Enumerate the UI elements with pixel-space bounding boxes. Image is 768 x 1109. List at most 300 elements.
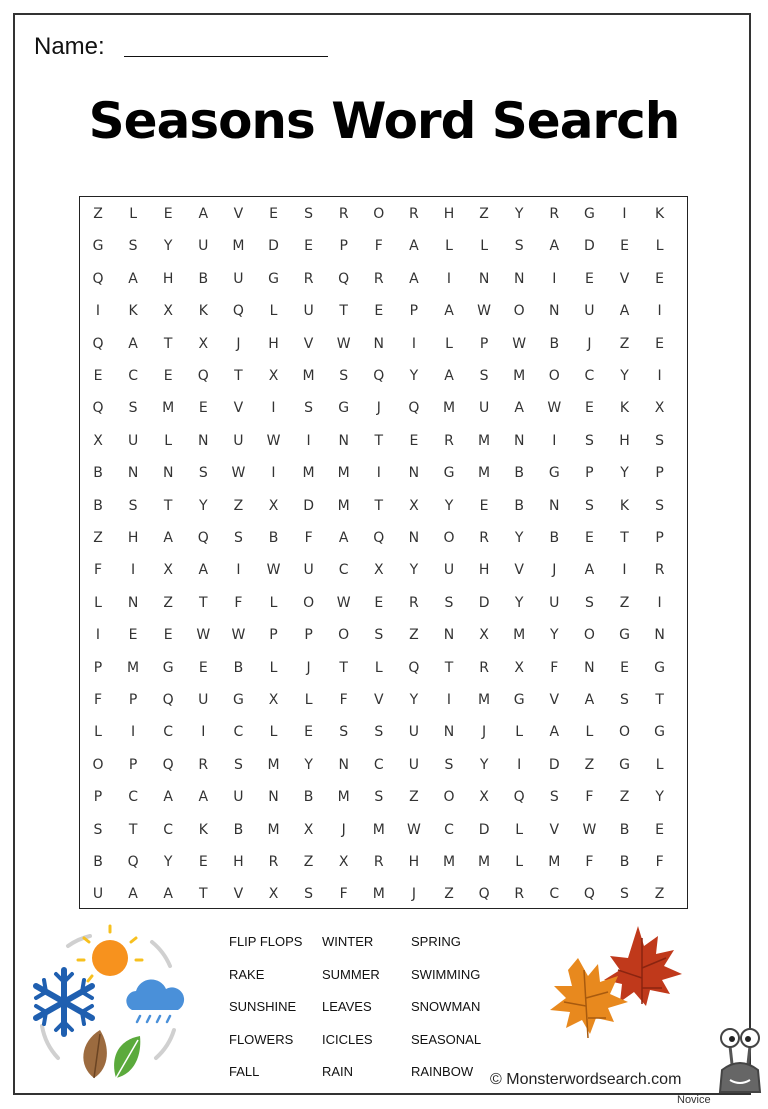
grid-letter[interactable]: X [654, 400, 665, 417]
grid-letter[interactable]: M [337, 497, 350, 514]
grid-letter[interactable]: Y [479, 756, 489, 773]
grid-letter[interactable]: Z [619, 789, 630, 806]
grid-letter[interactable]: Z [584, 756, 595, 773]
grid-letter[interactable]: P [585, 465, 594, 482]
grid-letter[interactable]: F [93, 692, 103, 708]
grid-letter[interactable]: E [655, 270, 665, 287]
grid-letter[interactable]: M [478, 692, 491, 708]
grid-letter[interactable]: Z [409, 627, 419, 644]
grid-letter[interactable]: O [92, 756, 104, 773]
grid-letter[interactable]: S [233, 530, 243, 546]
grid-letter[interactable]: J [552, 562, 557, 579]
grid-letter[interactable]: X [93, 432, 103, 449]
grid-letter[interactable]: S [374, 627, 384, 644]
grid-letter[interactable]: N [198, 432, 209, 449]
grid-letter[interactable]: E [374, 303, 384, 320]
grid-letter[interactable]: N [127, 465, 139, 482]
grid-letter[interactable]: V [549, 821, 560, 838]
grid-letter[interactable]: W [231, 465, 246, 482]
grid-letter[interactable]: W [582, 821, 597, 838]
grid-letter[interactable]: E [128, 627, 138, 644]
grid-letter[interactable]: Q [373, 368, 385, 384]
grid-letter[interactable]: H [408, 854, 420, 870]
grid-letter[interactable]: Y [163, 238, 173, 255]
grid-letter[interactable]: U [303, 303, 314, 320]
grid-letter[interactable]: P [269, 627, 278, 644]
grid-letter[interactable]: V [303, 335, 314, 352]
grid-letter[interactable]: E [163, 368, 173, 384]
grid-letter[interactable]: B [514, 497, 524, 514]
grid-letter[interactable]: I [271, 400, 276, 417]
grid-letter[interactable]: T [199, 886, 208, 903]
grid-letter[interactable]: G [268, 270, 279, 287]
grid-letter[interactable]: M [478, 465, 491, 482]
grid-letter[interactable]: V [233, 400, 244, 417]
grid-letter[interactable]: M [162, 400, 175, 417]
grid-letter[interactable]: S [374, 789, 384, 806]
grid-letter[interactable]: U [549, 594, 560, 611]
grid-letter[interactable]: A [198, 206, 209, 222]
grid-letter[interactable]: T [620, 530, 629, 546]
grid-letter[interactable]: N [513, 432, 525, 449]
grid-letter[interactable]: D [303, 497, 314, 514]
grid-letter[interactable]: M [302, 368, 315, 384]
grid-letter[interactable]: A [549, 238, 560, 255]
grid-letter[interactable]: B [198, 270, 209, 287]
grid-letter[interactable]: L [445, 335, 453, 352]
grid-letter[interactable]: I [411, 335, 416, 352]
grid-letter[interactable]: P [655, 465, 664, 482]
grid-letter[interactable]: Q [162, 756, 174, 773]
grid-letter[interactable]: R [514, 886, 525, 903]
grid-letter[interactable]: C [128, 789, 138, 806]
grid-letter[interactable]: M [372, 886, 385, 903]
grid-letter[interactable]: I [657, 303, 662, 320]
grid-letter[interactable]: N [549, 303, 560, 320]
grid-letter[interactable]: X [163, 303, 173, 320]
grid-letter[interactable]: H [233, 854, 244, 870]
grid-letter[interactable]: E [269, 206, 278, 222]
grid-letter[interactable]: P [479, 335, 489, 352]
grid-letter[interactable]: U [303, 562, 314, 579]
grid-letter[interactable]: G [654, 659, 666, 676]
grid-letter[interactable]: Y [409, 562, 419, 579]
grid-letter[interactable]: A [338, 530, 349, 546]
grid-letter[interactable]: Q [478, 886, 490, 903]
grid-letter[interactable]: I [446, 692, 452, 708]
grid-letter[interactable]: Q [92, 335, 104, 352]
grid-letter[interactable]: S [339, 368, 349, 384]
grid-letter[interactable]: M [372, 821, 385, 838]
grid-letter[interactable]: M [442, 400, 456, 417]
grid-letter[interactable]: J [587, 335, 592, 352]
grid-letter[interactable]: R [303, 270, 314, 287]
grid-letter[interactable]: H [268, 335, 279, 352]
grid-letter[interactable]: K [619, 400, 630, 417]
grid-letter[interactable]: A [584, 562, 595, 579]
grid-letter[interactable]: Z [444, 886, 454, 903]
grid-letter[interactable]: X [479, 627, 489, 644]
grid-letter[interactable]: W [406, 821, 421, 838]
grid-letter[interactable]: S [128, 238, 138, 255]
grid-letter[interactable]: M [302, 465, 315, 482]
grid-letter[interactable]: V [514, 562, 524, 579]
grid-letter[interactable]: U [443, 562, 455, 579]
grid-letter[interactable]: I [95, 627, 101, 644]
grid-letter[interactable]: F [304, 530, 313, 546]
grid-letter[interactable]: Y [514, 530, 524, 546]
grid-letter[interactable]: S [479, 368, 489, 384]
grid-letter[interactable]: X [268, 497, 279, 514]
grid-letter[interactable]: B [619, 821, 630, 838]
grid-letter[interactable]: R [409, 594, 419, 611]
grid-letter[interactable]: D [478, 821, 490, 838]
grid-letter[interactable]: N [408, 465, 420, 482]
grid-letter[interactable]: Y [655, 789, 664, 806]
grid-letter[interactable]: A [163, 530, 173, 546]
grid-letter[interactable]: S [128, 400, 138, 417]
grid-letter[interactable]: J [341, 821, 346, 838]
grid-letter[interactable]: E [304, 238, 314, 255]
grid-letter[interactable]: M [337, 789, 350, 806]
grid-letter[interactable]: S [128, 497, 138, 514]
grid-letter[interactable]: L [304, 692, 313, 708]
grid-letter[interactable]: I [517, 756, 522, 773]
grid-letter[interactable]: L [269, 659, 278, 676]
grid-letter[interactable]: A [514, 400, 524, 417]
grid-letter[interactable]: Y [199, 497, 208, 514]
grid-letter[interactable]: E [479, 497, 489, 514]
grid-letter[interactable]: J [376, 400, 381, 417]
grid-letter[interactable]: Z [409, 789, 419, 806]
grid-letter[interactable]: T [128, 821, 138, 838]
grid-letter[interactable]: J [236, 335, 241, 352]
grid-letter[interactable]: V [374, 692, 384, 708]
grid-letter[interactable]: I [95, 303, 101, 320]
grid-letter[interactable]: L [515, 821, 524, 838]
grid-letter[interactable]: R [268, 854, 279, 870]
grid-letter[interactable]: O [338, 627, 350, 644]
grid-letter[interactable]: X [268, 886, 279, 903]
grid-letter[interactable]: J [306, 659, 311, 676]
grid-letter[interactable]: A [128, 335, 138, 352]
grid-letter[interactable]: U [198, 692, 209, 708]
grid-letter[interactable]: I [657, 368, 662, 384]
grid-letter[interactable]: W [266, 562, 281, 579]
grid-letter[interactable]: N [654, 627, 665, 644]
grid-letter[interactable]: V [549, 692, 560, 708]
grid-letter[interactable]: K [128, 303, 138, 320]
grid-letter[interactable]: S [198, 465, 208, 482]
grid-letter[interactable]: T [234, 368, 243, 384]
grid-letter[interactable]: B [93, 465, 103, 482]
grid-letter[interactable]: E [584, 400, 594, 417]
grid-letter[interactable]: B [233, 821, 244, 838]
grid-letter[interactable]: F [374, 238, 383, 255]
grid-letter[interactable]: L [129, 206, 137, 222]
grid-letter[interactable]: X [479, 789, 489, 806]
grid-letter[interactable]: S [339, 724, 349, 741]
grid-letter[interactable]: P [128, 692, 138, 708]
grid-letter[interactable]: U [408, 756, 420, 773]
grid-letter[interactable]: T [163, 497, 173, 514]
grid-letter[interactable]: O [443, 789, 455, 806]
grid-letter[interactable]: M [267, 821, 280, 838]
grid-letter[interactable]: U [233, 789, 244, 806]
grid-letter[interactable]: E [93, 368, 103, 384]
grid-letter[interactable]: L [480, 238, 488, 255]
grid-letter[interactable]: Q [197, 368, 209, 384]
grid-letter[interactable]: X [163, 562, 173, 579]
grid-letter[interactable]: L [94, 724, 102, 741]
grid-letter[interactable]: S [514, 238, 524, 255]
grid-letter[interactable]: L [269, 594, 278, 611]
grid-letter[interactable]: U [584, 303, 595, 320]
grid-letter[interactable]: Y [409, 692, 419, 708]
grid-letter[interactable]: S [620, 692, 629, 708]
grid-letter[interactable]: O [513, 303, 525, 320]
grid-letter[interactable]: E [163, 206, 173, 222]
grid-letter[interactable]: C [584, 368, 595, 384]
grid-letter[interactable]: G [338, 400, 350, 417]
grid-letter[interactable]: X [409, 497, 419, 514]
grid-letter[interactable]: P [93, 789, 103, 806]
grid-letter[interactable]: F [585, 789, 594, 806]
grid-letter[interactable]: M [442, 854, 456, 870]
grid-letter[interactable]: D [268, 238, 279, 255]
grid-letter[interactable]: E [198, 400, 208, 417]
grid-letter[interactable]: Z [93, 530, 103, 546]
grid-letter[interactable]: Z [93, 206, 103, 222]
grid-letter[interactable]: C [338, 562, 349, 579]
grid-letter[interactable]: D [584, 238, 595, 255]
grid-letter[interactable]: L [374, 659, 383, 676]
grid-letter[interactable]: V [233, 886, 244, 903]
grid-letter[interactable]: L [269, 303, 278, 320]
grid-letter[interactable]: S [620, 886, 629, 903]
grid-letter[interactable]: Z [163, 594, 173, 611]
grid-letter[interactable]: E [409, 432, 419, 449]
grid-letter[interactable]: N [127, 594, 139, 611]
grid-letter[interactable]: Y [514, 206, 524, 222]
grid-letter[interactable]: N [443, 724, 455, 741]
grid-letter[interactable]: E [620, 238, 629, 255]
grid-letter[interactable]: U [127, 432, 139, 449]
grid-letter[interactable]: E [198, 854, 208, 870]
grid-letter[interactable]: E [655, 821, 665, 838]
grid-letter[interactable]: Z [654, 886, 665, 903]
grid-letter[interactable]: Y [620, 368, 629, 384]
grid-letter[interactable]: C [233, 724, 244, 741]
grid-letter[interactable]: G [619, 627, 630, 644]
grid-letter[interactable]: C [128, 368, 138, 384]
grid-letter[interactable]: W [512, 335, 527, 352]
grid-letter[interactable]: C [373, 756, 384, 773]
grid-letter[interactable]: G [232, 692, 244, 708]
grid-letter[interactable]: Z [303, 854, 314, 870]
grid-letter[interactable]: K [619, 497, 630, 514]
grid-letter[interactable]: N [513, 270, 525, 287]
grid-letter[interactable]: R [338, 206, 349, 222]
grid-letter[interactable]: M [513, 627, 526, 644]
grid-letter[interactable]: I [552, 270, 557, 287]
grid-letter[interactable]: A [128, 886, 138, 903]
grid-letter[interactable]: H [127, 530, 139, 546]
grid-letter[interactable]: W [477, 303, 492, 320]
grid-letter[interactable]: R [654, 562, 665, 579]
grid-letter[interactable]: G [548, 465, 560, 482]
grid-letter[interactable]: F [339, 692, 348, 708]
grid-letter[interactable]: T [339, 659, 348, 676]
grid-letter[interactable]: B [93, 854, 103, 870]
grid-letter[interactable]: E [620, 659, 629, 676]
grid-letter[interactable]: R [409, 206, 419, 222]
grid-letter[interactable]: A [163, 789, 173, 806]
grid-letter[interactable]: A [198, 789, 209, 806]
grid-letter[interactable]: T [655, 692, 664, 708]
grid-letter[interactable]: S [304, 400, 314, 417]
grid-letter[interactable]: Z [619, 594, 630, 611]
grid-letter[interactable]: N [268, 789, 279, 806]
grid-letter[interactable]: I [622, 206, 627, 222]
grid-letter[interactable]: U [198, 238, 209, 255]
grid-letter[interactable]: R [198, 756, 209, 773]
grid-letter[interactable]: V [233, 206, 244, 222]
grid-letter[interactable]: F [550, 659, 559, 676]
grid-letter[interactable]: A [549, 724, 560, 741]
grid-letter[interactable]: M [548, 854, 561, 870]
grid-letter[interactable]: L [94, 594, 102, 611]
grid-letter[interactable]: N [478, 270, 490, 287]
grid-letter[interactable]: R [479, 530, 489, 546]
grid-letter[interactable]: U [233, 432, 244, 449]
grid-letter[interactable]: Q [583, 886, 595, 903]
grid-letter[interactable]: E [374, 594, 384, 611]
grid-letter[interactable]: G [443, 465, 455, 482]
grid-letter[interactable]: Y [444, 497, 454, 514]
grid-letter[interactable]: R [373, 854, 384, 870]
grid-letter[interactable]: B [549, 530, 560, 546]
grid-letter[interactable]: L [445, 238, 453, 255]
grid-letter[interactable]: P [93, 659, 103, 676]
grid-letter[interactable]: V [619, 270, 630, 287]
grid-letter[interactable]: Q [162, 692, 174, 708]
grid-letter[interactable]: L [269, 724, 278, 741]
grid-letter[interactable]: B [549, 335, 560, 352]
grid-letter[interactable]: E [304, 724, 314, 741]
grid-letter[interactable]: G [619, 756, 630, 773]
grid-letter[interactable]: E [584, 270, 594, 287]
grid-letter[interactable]: S [549, 789, 559, 806]
grid-letter[interactable]: N [338, 432, 349, 449]
grid-letter[interactable]: U [478, 400, 490, 417]
grid-letter[interactable]: A [619, 303, 630, 320]
grid-letter[interactable]: L [164, 432, 173, 449]
grid-letter[interactable]: S [304, 206, 314, 222]
grid-letter[interactable]: Y [550, 627, 559, 644]
grid-letter[interactable]: J [482, 724, 487, 741]
grid-letter[interactable]: Y [409, 368, 419, 384]
grid-letter[interactable]: O [303, 594, 315, 611]
grid-letter[interactable]: Q [408, 400, 420, 417]
grid-letter[interactable]: T [444, 659, 454, 676]
grid-letter[interactable]: X [303, 821, 314, 838]
grid-letter[interactable]: I [271, 465, 276, 482]
grid-letter[interactable]: X [198, 335, 209, 352]
grid-letter[interactable]: Y [514, 594, 524, 611]
grid-letter[interactable]: X [268, 692, 279, 708]
grid-letter[interactable]: S [655, 432, 665, 449]
grid-letter[interactable]: R [373, 270, 384, 287]
grid-letter[interactable]: A [444, 303, 454, 320]
grid-letter[interactable]: R [444, 432, 454, 449]
grid-letter[interactable]: W [266, 432, 281, 449]
grid-letter[interactable]: R [479, 659, 489, 676]
grid-letter[interactable]: M [232, 238, 245, 255]
grid-letter[interactable]: O [443, 530, 455, 546]
grid-letter[interactable]: I [657, 594, 662, 611]
grid-letter[interactable]: P [128, 756, 138, 773]
grid-letter[interactable]: T [163, 335, 173, 352]
grid-letter[interactable]: Q [513, 789, 525, 806]
grid-letter[interactable]: G [583, 206, 595, 222]
grid-letter[interactable]: X [514, 659, 524, 676]
grid-letter[interactable]: G [92, 238, 104, 255]
grid-letter[interactable]: F [585, 854, 594, 870]
grid-letter[interactable]: B [233, 659, 244, 676]
grid-letter[interactable]: F [655, 854, 664, 870]
grid-letter[interactable]: S [444, 756, 454, 773]
grid-letter[interactable]: M [267, 756, 280, 773]
grid-letter[interactable]: W [336, 335, 351, 352]
grid-letter[interactable]: E [163, 627, 173, 644]
grid-letter[interactable]: A [198, 562, 209, 579]
grid-letter[interactable]: G [513, 692, 525, 708]
grid-letter[interactable]: M [337, 465, 350, 482]
grid-letter[interactable]: E [198, 659, 208, 676]
grid-letter[interactable]: Y [620, 465, 629, 482]
grid-letter[interactable]: S [233, 756, 243, 773]
grid-letter[interactable]: I [131, 562, 136, 579]
grid-letter[interactable]: S [584, 432, 594, 449]
grid-letter[interactable]: H [619, 432, 630, 449]
grid-letter[interactable]: C [163, 724, 174, 741]
grid-letter[interactable]: Z [233, 497, 244, 514]
grid-letter[interactable]: N [408, 530, 420, 546]
grid-letter[interactable]: A [444, 368, 454, 384]
grid-letter[interactable]: N [584, 659, 595, 676]
grid-letter[interactable]: S [655, 497, 665, 514]
grid-letter[interactable]: L [655, 756, 664, 773]
grid-letter[interactable]: P [409, 303, 419, 320]
grid-letter[interactable]: X [338, 854, 349, 870]
grid-letter[interactable]: U [233, 270, 244, 287]
grid-letter[interactable]: Q [408, 659, 420, 676]
grid-letter[interactable]: W [231, 627, 246, 644]
grid-letter[interactable]: A [163, 886, 173, 903]
grid-letter[interactable]: X [374, 562, 384, 579]
grid-letter[interactable]: L [655, 238, 664, 255]
grid-letter[interactable]: U [92, 886, 104, 903]
grid-letter[interactable]: K [198, 303, 208, 320]
grid-letter[interactable]: P [339, 238, 348, 255]
grid-letter[interactable]: O [373, 206, 385, 222]
grid-letter[interactable]: I [446, 270, 452, 287]
grid-letter[interactable]: S [374, 724, 384, 741]
grid-letter[interactable]: M [513, 368, 526, 384]
grid-letter[interactable]: G [162, 659, 174, 676]
grid-letter[interactable]: C [549, 886, 560, 903]
